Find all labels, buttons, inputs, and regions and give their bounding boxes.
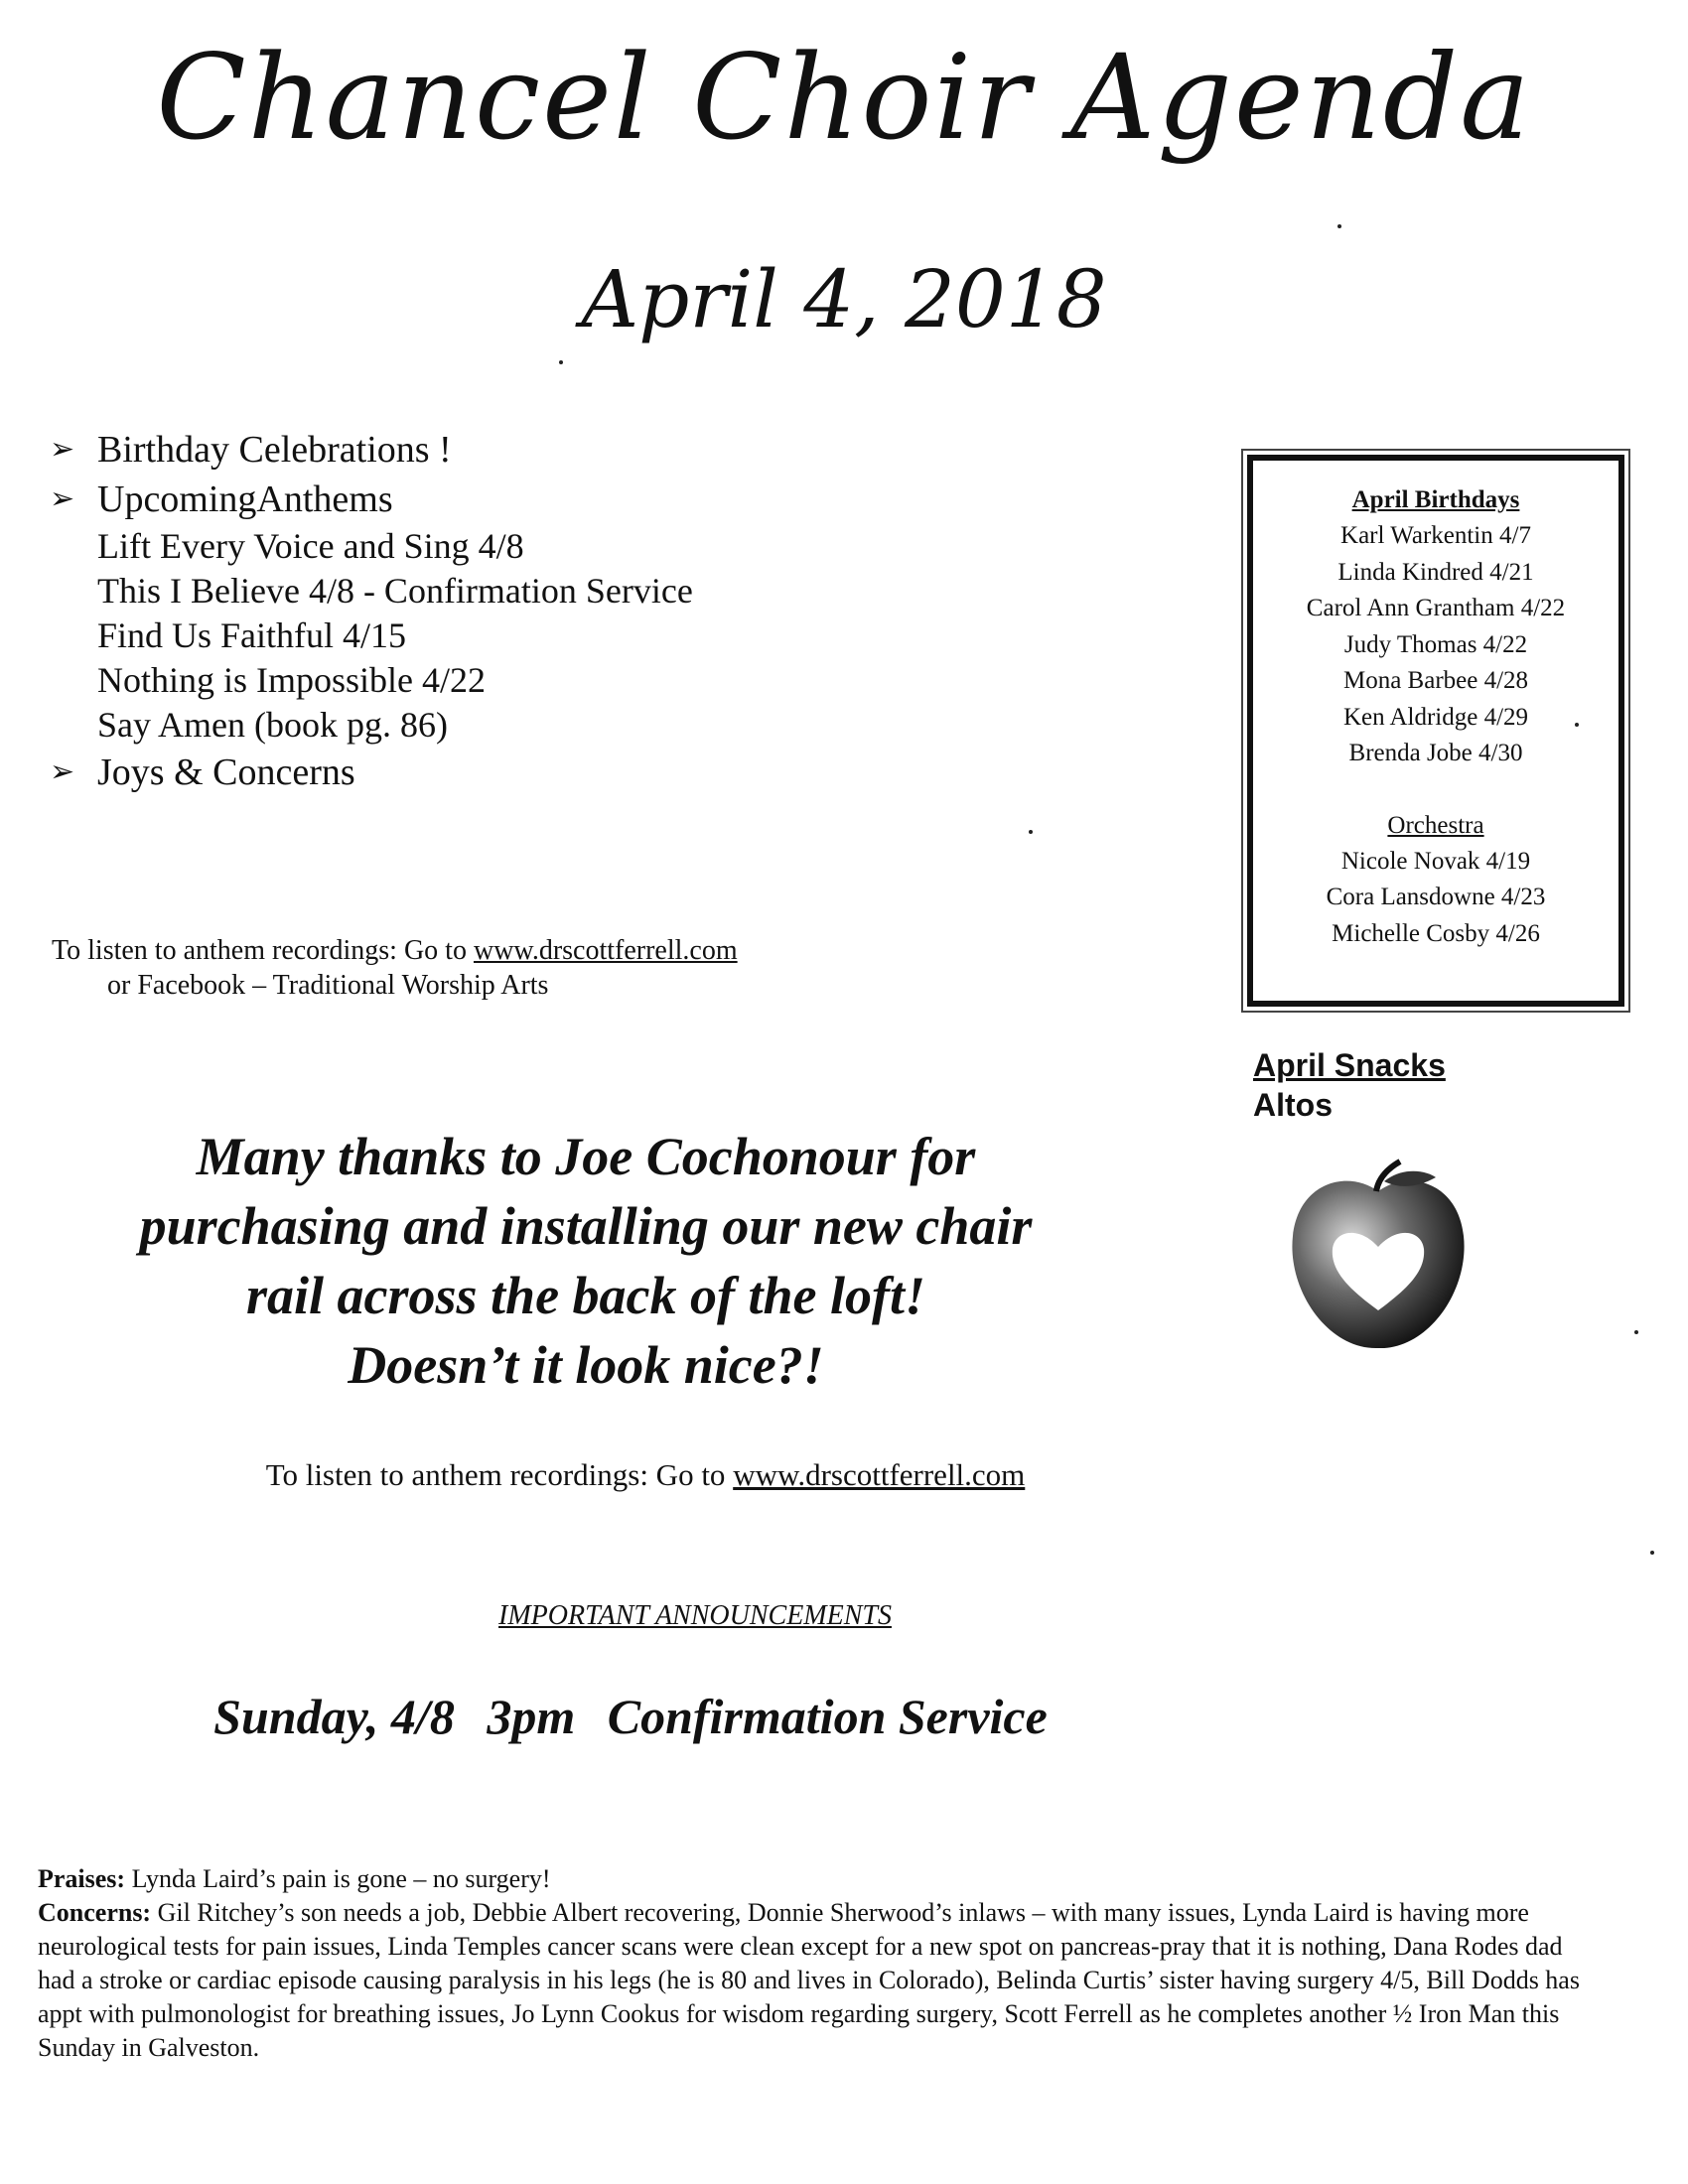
praises-concerns — [38, 1862, 1587, 2065]
thanks-line: Many thanks to Joe Cochonour for — [196, 1127, 976, 1186]
birthday-entry: Brenda Jobe 4/30 — [1348, 740, 1523, 766]
listen-prefix: To listen to anthem recordings: Go to — [265, 1457, 734, 1492]
orchestra-entry: Cora Lansdowne 4/23 — [1326, 884, 1546, 910]
facebook-note: or Facebook – Traditional Worship Arts — [107, 970, 549, 1001]
praises-label: Praises: — [38, 1864, 126, 1893]
agenda-item-label: Birthday Celebrations ! — [97, 429, 452, 471]
birthday-entry: Ken Aldridge 4/29 — [1342, 703, 1529, 731]
birthday-entry: Carol Ann Grantham 4/22 — [1306, 595, 1566, 621]
announcement-event: Confirmation Service — [607, 1689, 1048, 1744]
scan-speck — [559, 360, 563, 364]
snacks-group: Altos — [1253, 1087, 1333, 1123]
birthday-entry: Linda Kindred 4/21 — [1337, 558, 1534, 586]
anthem-item: Say Amen (book pg. 86) — [97, 705, 448, 745]
birthdays-header: April Birthdays — [1351, 486, 1520, 513]
anthem-item: Find Us Faithful 4/15 — [97, 615, 407, 655]
scan-speck — [1634, 1330, 1638, 1334]
agenda-list — [50, 425, 1142, 797]
orchestra-entry: Nicole Novak 4/19 — [1340, 847, 1531, 875]
thanks-line: Doesn’t it look nice?! — [348, 1335, 824, 1395]
scan-speck — [1650, 1551, 1654, 1555]
agenda-item-birthday — [50, 425, 1142, 475]
anthem-item: Nothing is Impossible 4/22 — [97, 660, 487, 700]
concerns-paragraph — [38, 1896, 1587, 2065]
snacks-header: April Snacks — [1253, 1047, 1446, 1083]
scan-speck — [1029, 830, 1033, 834]
agenda-date: April 4, 2018 — [581, 253, 1107, 345]
announcement-time: 3pm — [487, 1689, 576, 1744]
heart-apple-icon — [1279, 1152, 1477, 1360]
thanks-message — [40, 1122, 1132, 1400]
scan-speck — [1575, 723, 1579, 727]
praises-text: Lynda Laird’s pain is gone – no surgery! — [125, 1864, 551, 1893]
recordings-link[interactable]: www.drscottferrell.com — [473, 935, 738, 966]
thanks-line: rail across the back of the loft! — [246, 1266, 925, 1325]
anthem-item: This I Believe 4/8 - Confirmation Service — [97, 571, 693, 611]
recordings-link[interactable]: www.drscottferrell.com — [733, 1457, 1026, 1492]
agenda-item-label: UpcomingAnthems — [97, 478, 393, 520]
orchestra-entry: Michelle Cosby 4/26 — [1332, 919, 1540, 947]
concerns-text: Gil Ritchey’s son needs a job, Debbie Albert recovering, Donnie Sherwood’s inlaws – with many issues, Lynda Laird is having more neurological tests for pain issues, Linda Temples cancer scans were clean except for a new spot on pancreas-pray that it is nothing, Dana Rodes dad had a stroke or cardiac episode causing paralysis in his legs (he is 80 and lives in Colorado), Belinda Curtis’ sister having surgery 4/5, Bill Dodds has appt with pulmonologist for breathing issues, Jo Lynn Cookus for wisdom regarding surgery, Scott Ferrell as he completes another ½ Iron Man this Sunday in Galveston. — [38, 1898, 1580, 2062]
listen-note-middle — [0, 1457, 1291, 1493]
agenda-item-joys — [50, 748, 1142, 797]
arrow-bullet-icon: ➢ — [50, 755, 75, 788]
arrow-bullet-icon: ➢ — [50, 482, 75, 515]
listen-prefix: To listen to anthem recordings: Go to — [52, 935, 474, 966]
agenda-item-anthems — [50, 475, 1142, 524]
announcements-header: IMPORTANT ANNOUNCEMENTS — [498, 1600, 892, 1631]
anthem-item: Lift Every Voice and Sing 4/8 — [97, 526, 524, 566]
announcement-day: Sunday, 4/8 — [213, 1689, 455, 1744]
page-title: Chancel Choir Agenda — [156, 29, 1532, 166]
birthday-entry: Mona Barbee 4/28 — [1342, 667, 1529, 694]
arrow-bullet-icon: ➢ — [50, 433, 75, 466]
snacks-section — [1253, 1045, 1446, 1125]
orchestra-header: Orchestra — [1387, 811, 1484, 839]
scan-speck — [1337, 224, 1341, 228]
listen-note-top — [52, 933, 738, 1003]
announcement-line — [0, 1688, 1261, 1745]
thanks-line: purchasing and installing our new chair — [139, 1196, 1033, 1256]
birthdays-box — [1247, 455, 1624, 1007]
birthday-entry: Karl Warkentin 4/7 — [1340, 522, 1531, 549]
concerns-label: Concerns: — [38, 1898, 152, 1927]
birthday-entry: Judy Thomas 4/22 — [1343, 630, 1528, 658]
agenda-item-label: Joys & Concerns — [97, 751, 355, 793]
praises-paragraph — [38, 1862, 1587, 1896]
